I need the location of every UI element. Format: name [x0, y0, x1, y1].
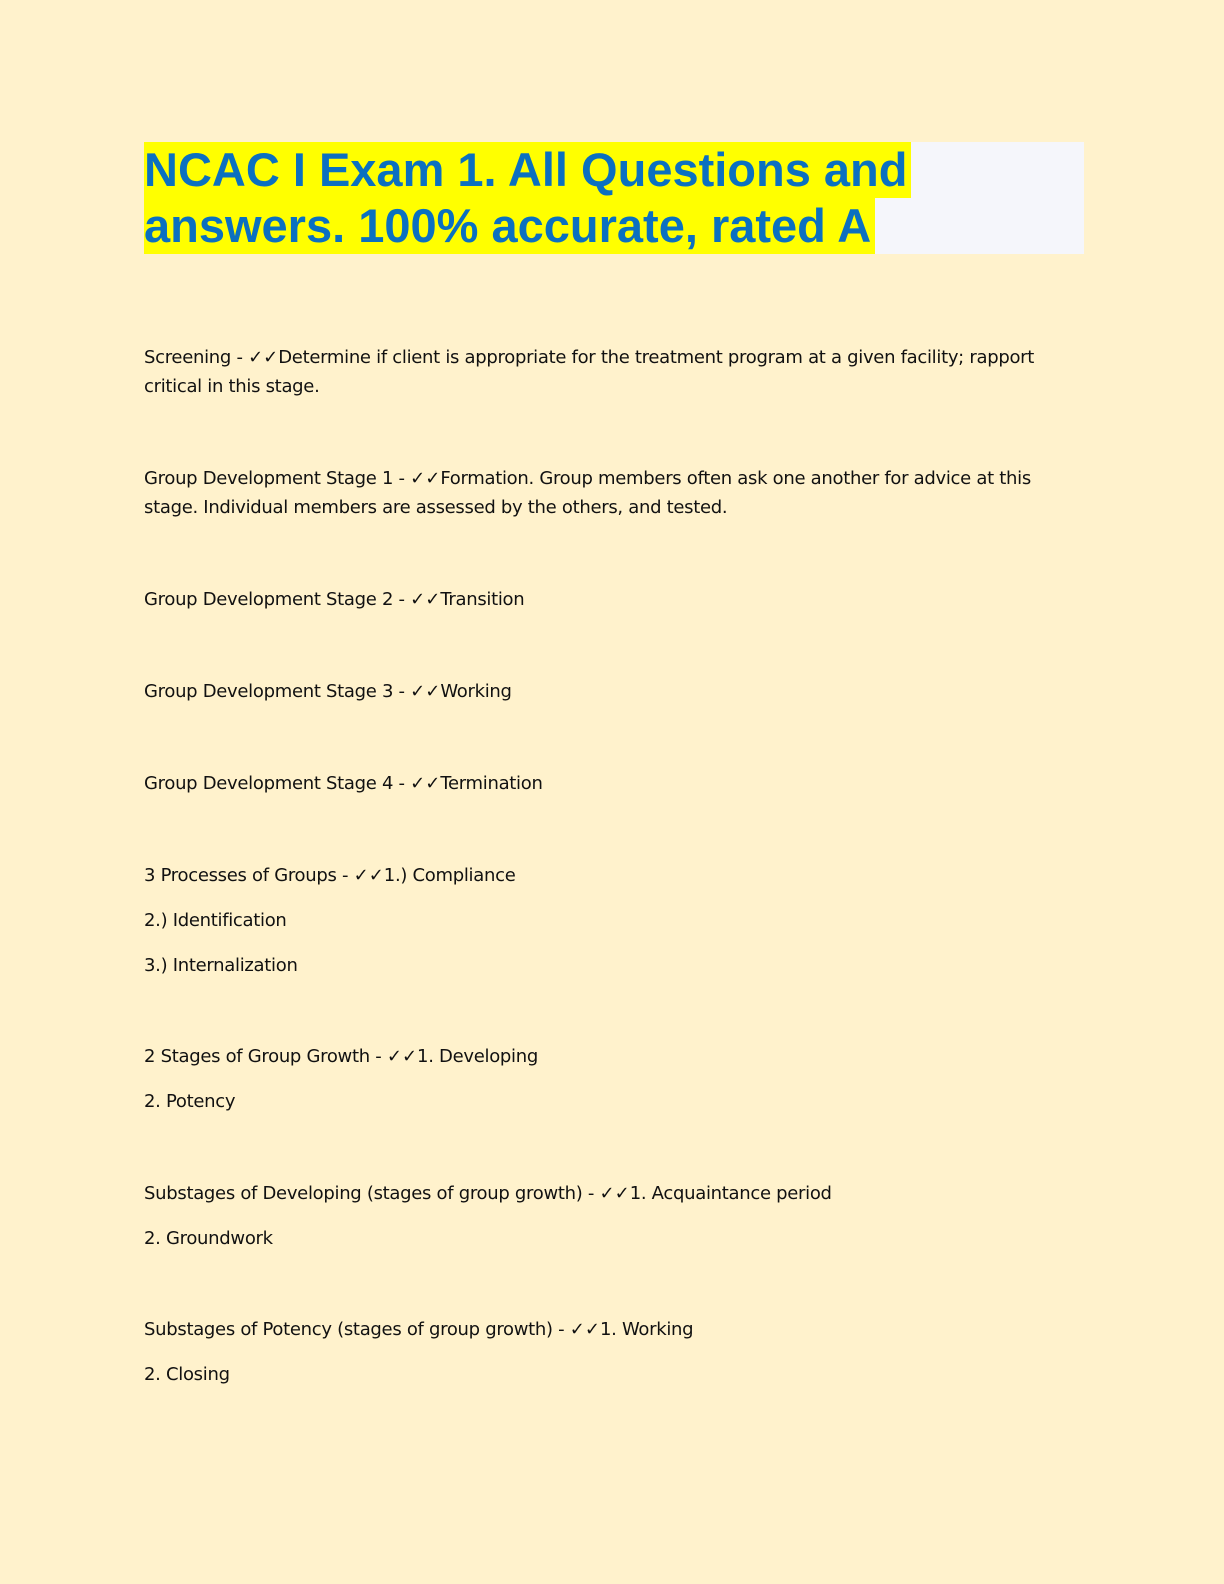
entry-definition: Determine if client is appropriate for the treatment program at a given facility; rapport	[278, 347, 1035, 368]
double-check-icon: ✓✓	[248, 347, 279, 368]
entry-term: 3 Processes of Groups -	[144, 865, 354, 886]
double-check-icon: ✓✓	[410, 773, 441, 794]
entry-term: 2 Stages of Group Growth -	[144, 1046, 387, 1067]
qa-entry-substages-developing	[144, 1179, 1084, 1253]
entry-definition: Working	[440, 681, 512, 702]
qa-entry-group-stage-4	[144, 769, 1084, 798]
entry-term: Substages of Developing (stages of group growth) -	[144, 1183, 600, 1204]
qa-entry-group-stage-3	[144, 677, 1084, 706]
double-check-icon: ✓✓	[353, 865, 384, 886]
list-item: 2. Potency	[144, 1091, 236, 1112]
qa-entry-processes-of-groups	[144, 861, 1084, 980]
entry-term: Group Development Stage 3 -	[144, 681, 411, 702]
entry-term: Substages of Potency (stages of group growth) -	[144, 1319, 570, 1340]
title-line-2: answers. 100% accurate, rated A	[144, 198, 875, 254]
entry-definition: 1. Developing	[417, 1046, 538, 1067]
list-item: 2. Groundwork	[144, 1228, 273, 1249]
entry-term: Group Development Stage 2 -	[144, 589, 411, 610]
double-check-icon: ✓✓	[386, 1046, 418, 1067]
double-check-icon: ✓✓	[410, 589, 441, 610]
entry-definition-continued: stage. Individual members are assessed by the others, and tested.	[144, 497, 728, 518]
qa-entry-stages-of-group-growth	[144, 1042, 1084, 1116]
list-item: 2.) Identification	[144, 910, 287, 931]
title-line-1: NCAC I Exam 1. All Questions and	[144, 142, 911, 198]
qa-entry-group-stage-2	[144, 585, 1084, 614]
document-title	[144, 142, 911, 254]
entry-definition-continued: critical in this stage.	[144, 376, 320, 397]
entry-definition: 1. Working	[599, 1319, 694, 1340]
double-check-icon: ✓✓	[410, 681, 441, 702]
qa-entry-substages-potency	[144, 1315, 1084, 1389]
entry-term: Group Development Stage 1 -	[144, 468, 411, 489]
double-check-icon: ✓✓	[599, 1183, 630, 1204]
entry-term: Screening -	[144, 347, 249, 368]
entry-term: Group Development Stage 4 -	[144, 773, 411, 794]
double-check-icon: ✓✓	[410, 468, 441, 489]
qa-entry-screening	[144, 343, 1084, 401]
list-item: 2. Closing	[144, 1364, 230, 1385]
entry-definition: 1.) Compliance	[383, 865, 516, 886]
list-item: 3.) Internalization	[144, 955, 298, 976]
double-check-icon: ✓✓	[569, 1319, 600, 1340]
entry-definition: Transition	[440, 589, 525, 610]
qa-entry-group-stage-1	[144, 464, 1084, 522]
entry-definition: Termination	[440, 773, 543, 794]
entry-definition: 1. Acquaintance period	[629, 1183, 832, 1204]
entry-definition: Formation. Group members often ask one another for advice at this	[440, 468, 1031, 489]
